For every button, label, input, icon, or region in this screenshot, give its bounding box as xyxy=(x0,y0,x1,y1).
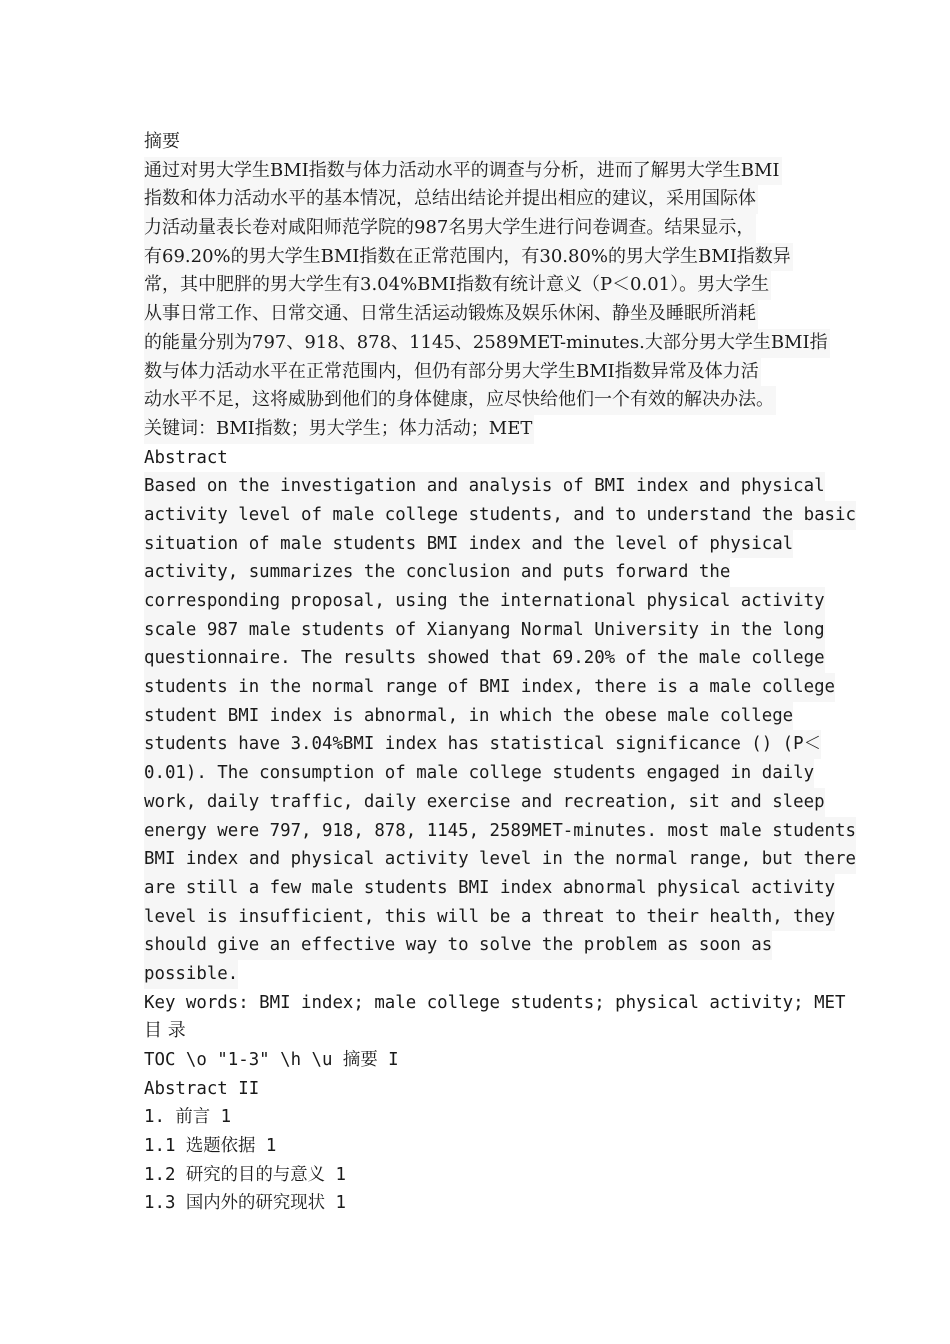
abstract-en-line: questionnaire. The results showed that 69.20% of the male college xyxy=(144,644,825,673)
abstract-en-line: Based on the investigation and analysis of BMI index and physical xyxy=(144,472,825,501)
abstract-zh-section xyxy=(144,128,828,444)
abstract-zh-line: 的能量分别为797、918、878、1145、2589MET-minutes.大部分男大学生BMI指 xyxy=(144,329,830,358)
abstract-zh-line: 从事日常工作、日常交通、日常生活运动锻炼及娱乐休闲、静坐及睡眠所消耗 xyxy=(144,300,758,329)
keywords-en: Key words: BMI index; male college students; physical activity; MET xyxy=(144,992,846,1013)
abstract-zh-line: 有69.20%的男大学生BMI指数在正常范围内，有30.80%的男大学生BMI指数异 xyxy=(144,243,793,272)
abstract-zh-line: 常，其中肥胖的男大学生有3.04%BMI指数有统计意义（P＜0.01）。男大学生 xyxy=(144,271,771,300)
table-of-contents xyxy=(144,1017,824,1218)
abstract-en-line: scale 987 male students of Xianyang Normal University in the long xyxy=(144,616,825,645)
abstract-en-line: work, daily traffic, daily exercise and recreation, sit and sleep xyxy=(144,788,825,817)
toc-entry[interactable]: Abstract II xyxy=(144,1078,260,1099)
abstract-en-line: corresponding proposal, using the international physical activity xyxy=(144,587,825,616)
toc-entry[interactable]: 1.2 研究的目的与意义 1 xyxy=(144,1164,346,1185)
toc-entry[interactable]: 1.1 选题依据 1 xyxy=(144,1136,277,1157)
abstract-en-line: situation of male students BMI index and the level of physical xyxy=(144,530,793,559)
abstract-zh-line: 数与体力活动水平在正常范围内，但仍有部分男大学生BMI指数异常及体力活 xyxy=(144,358,761,387)
keywords-zh: 关键词：BMI指数；男大学生；体力活动；MET xyxy=(144,415,534,444)
toc-entry[interactable]: 1. 前言 1 xyxy=(144,1107,232,1128)
abstract-zh-heading: 摘要 xyxy=(144,131,180,152)
abstract-en-line: should give an effective way to solve the problem as soon as xyxy=(144,931,772,960)
abstract-zh-line: 通过对男大学生BMI指数与体力活动水平的调查与分析，进而了解男大学生BMI xyxy=(144,157,782,186)
toc-entry[interactable]: 1.3 国内外的研究现状 1 xyxy=(144,1193,346,1214)
abstract-en-line: BMI index and physical activity level in the normal range, but there xyxy=(144,845,856,874)
abstract-en-heading: Abstract xyxy=(144,447,228,468)
abstract-en-line: possible. xyxy=(144,960,238,989)
toc-entry[interactable]: TOC \o "1-3" \h \u 摘要 I xyxy=(144,1050,399,1070)
abstract-en-line: students in the normal range of BMI index, there is a male college xyxy=(144,673,835,702)
abstract-en-line: activity level of male college students, and to understand the basic xyxy=(144,501,856,530)
abstract-en-line: activity, summarizes the conclusion and puts forward the xyxy=(144,558,730,587)
abstract-en-line: are still a few male students BMI index abnormal physical activity xyxy=(144,874,835,903)
abstract-en-line: level is insufficient, this will be a threat to their health, they xyxy=(144,903,835,932)
abstract-en-line: 0.01). The consumption of male college students engaged in daily xyxy=(144,759,814,788)
abstract-en-line: students have 3.04%BMI index has statistical significance () (P＜ xyxy=(144,730,821,759)
abstract-en-line: student BMI index is abnormal, in which the obese male college xyxy=(144,702,793,731)
abstract-zh-line: 指数和体力活动水平的基本情况，总结出结论并提出相应的建议，采用国际体 xyxy=(144,185,758,214)
toc-heading: 目 录 xyxy=(144,1020,186,1042)
abstract-en-section xyxy=(144,444,856,1018)
abstract-zh-line: 动水平不足，这将威胁到他们的身体健康，应尽快给他们一个有效的解决办法。 xyxy=(144,386,776,415)
abstract-zh-line: 力活动量表长卷对咸阳师范学院的987名男大学生进行问卷调查。结果显示， xyxy=(144,214,756,243)
document-page xyxy=(144,128,856,1218)
abstract-en-line: energy were 797, 918, 878, 1145, 2589MET-minutes. most male students xyxy=(144,817,856,846)
